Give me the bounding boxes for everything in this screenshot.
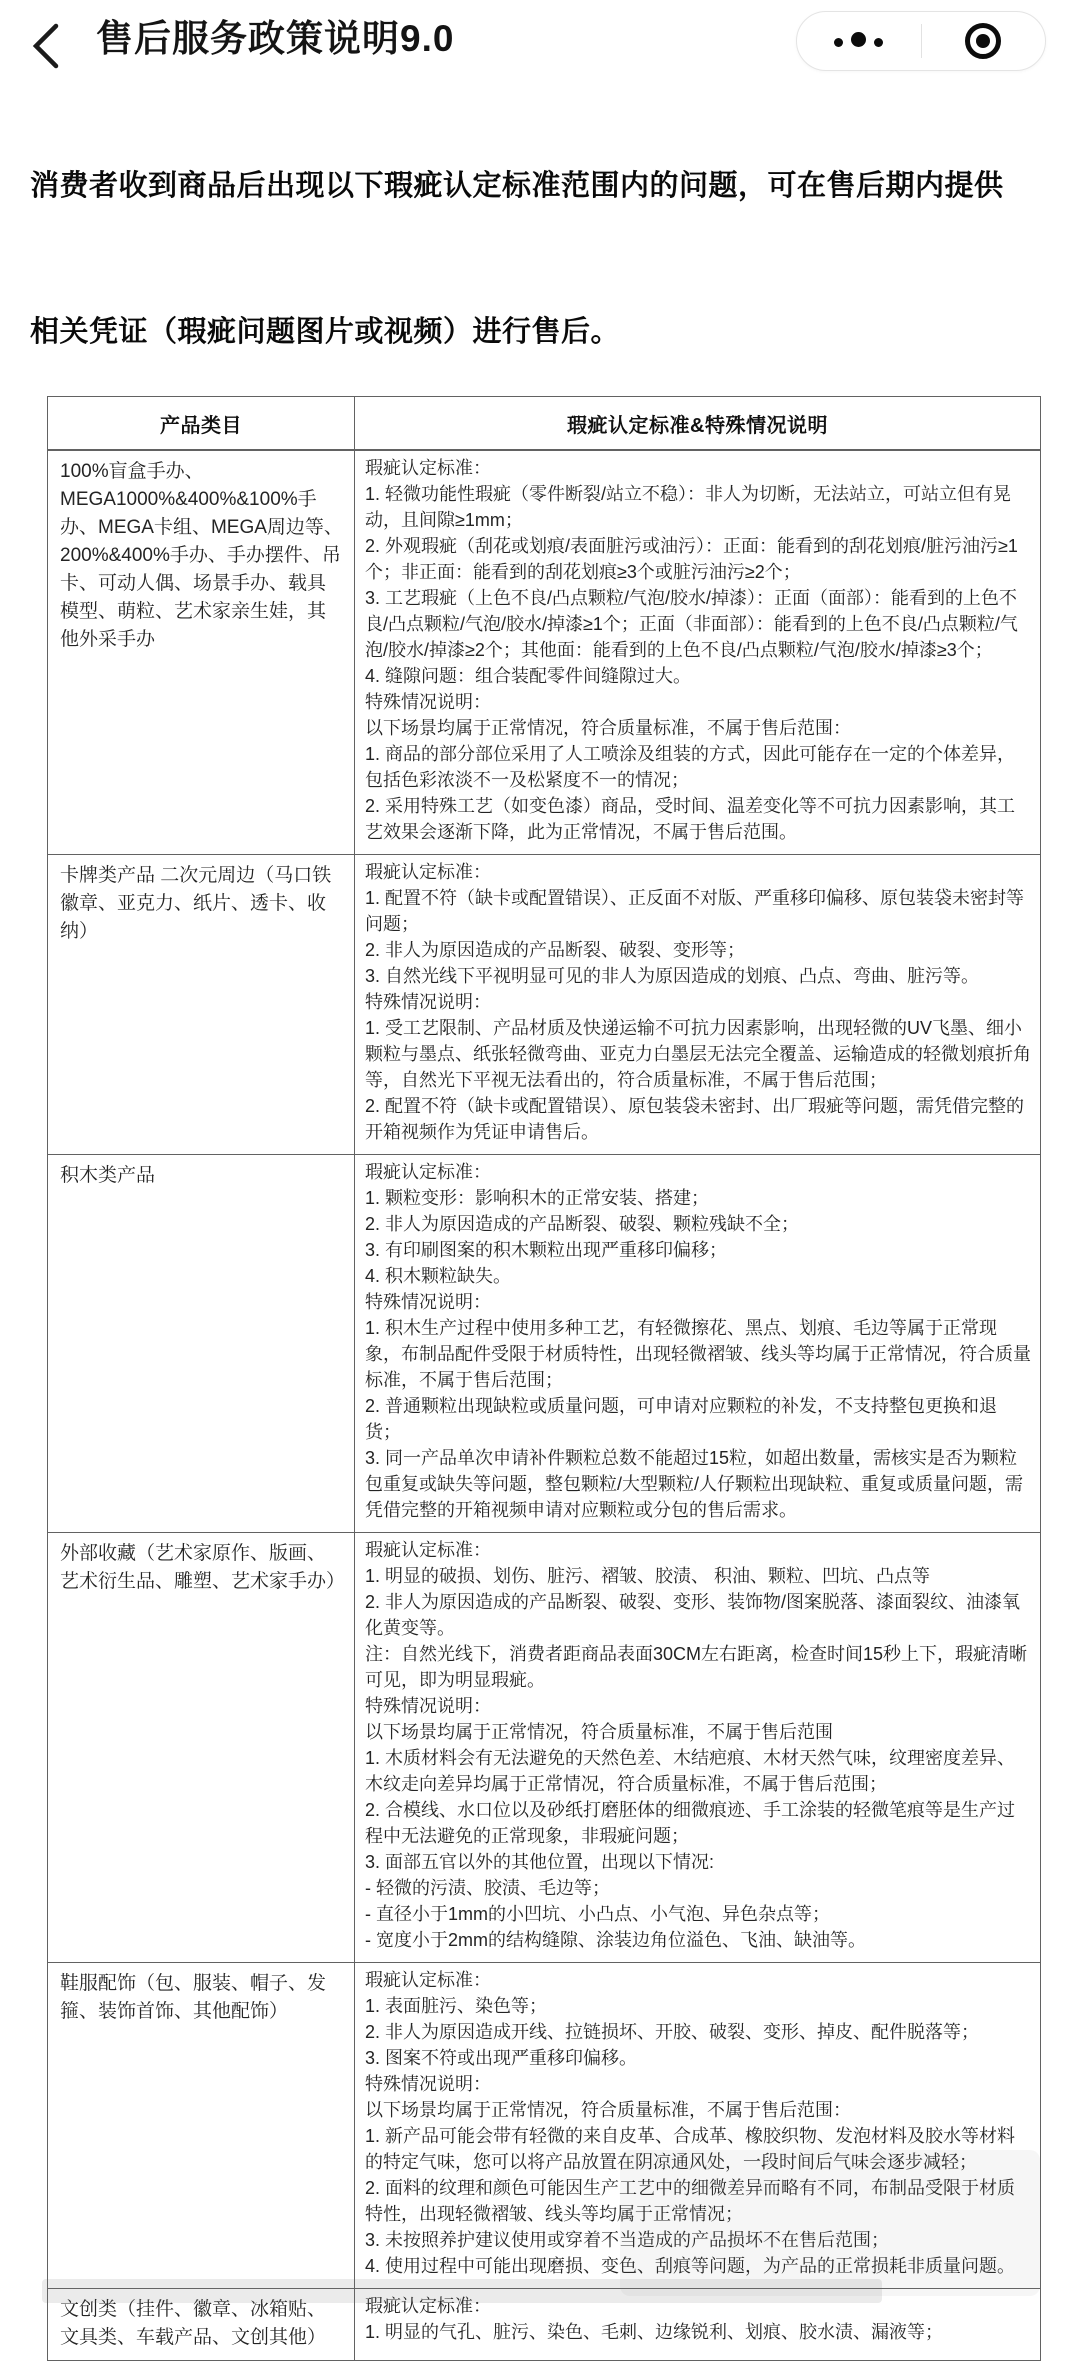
- standards-line: 2. 非人为原因造成的产品断裂、破裂、颗粒残缺不全；: [365, 1214, 800, 1234]
- standards-line: 特殊情况说明：: [365, 992, 491, 1012]
- standards-line: 瑕疵认定标准：: [365, 862, 491, 882]
- table-body: [48, 450, 1041, 2361]
- standards-line: 3. 未按照养护建议使用或穿着不当造成的产品损坏不在售后范围；: [365, 2230, 890, 2250]
- standards-line: 2. 非人为原因造成的产品断裂、破裂、变形、装饰物/图案脱落、漆面裂纹、油漆氧化黄变等。: [365, 1592, 1021, 1638]
- chevron-left-icon: [28, 60, 62, 75]
- standards-line: 1. 明显的气孔、脏污、染色、毛刺、边缘锐利、划痕、胶水渍、漏液等；: [365, 2322, 944, 2342]
- standards-line: 4. 使用过程中可能出现磨损、变色、刮痕等问题，为产品的正常损耗非质量问题。: [365, 2256, 1016, 2276]
- intro-paragraph: [30, 164, 1050, 354]
- standards-line: 以下场景均属于正常情况，符合质量标准，不属于售后范围: [365, 1722, 833, 1742]
- standards-line: 注：自然光线下，消费者距商品表面30CM左右距离，检查时间15秒上下，瑕疵清晰可见，即为明显瑕疵。: [365, 1644, 1028, 1690]
- standards-line: - 宽度小于2mm的结构缝隙、涂装边角位溢色、飞油、缺油等。: [365, 1930, 866, 1950]
- standards-cell: [355, 855, 1041, 1155]
- table-header-row: [48, 397, 1041, 451]
- standards-line: 3. 工艺瑕疵（上色不良/凸点颗粒/气泡/胶水/掉漆）：正面（面部）：能看到的上色不良/凸点颗粒/气泡/胶水/掉漆≥1个；正面（非面部）：能看到的上色不良/凸点颗粒/气泡/胶水/掉漆≥2个；其他面：能看到的上色不良/凸点颗粒/气泡/胶水/掉漆≥3个；: [365, 588, 1018, 660]
- standards-cell: [355, 1963, 1041, 2289]
- standards-line: 瑕疵认定标准：: [365, 1540, 491, 1560]
- standards-line: 1. 明显的破损、划伤、脏污、褶皱、胶渍、 积油、颗粒、凹坑、凸点等: [365, 1566, 931, 1586]
- exit-button[interactable]: [922, 12, 1046, 70]
- col-header-standards: 瑕疵认定标准&特殊情况说明: [355, 397, 1041, 451]
- table-row: [48, 1533, 1041, 1963]
- target-circle-icon: [965, 23, 1001, 59]
- standards-line: 以下场景均属于正常情况，符合质量标准，不属于售后范围：: [365, 718, 851, 738]
- standards-line: 瑕疵认定标准：: [365, 458, 491, 478]
- standards-line: 3. 同一产品单次申请补件颗粒总数不能超过15粒，如超出数量，需核实是否为颗粒包重复或缺失等问题，整包颗粒/大型颗粒/人仔颗粒出现缺粒、重复或质量问题，需凭借完整的开箱视频申请对应颗粒或分包的售后需求。: [365, 1448, 1023, 1520]
- back-button[interactable]: [28, 20, 62, 72]
- category-cell: 卡牌类产品 二次元周边（马口铁徽章、亚克力、纸片、透卡、收纳）: [48, 855, 355, 1155]
- standards-line: 4. 积木颗粒缺失。: [365, 1266, 512, 1286]
- standards-line: 特殊情况说明：: [365, 2074, 491, 2094]
- standards-line: 以下场景均属于正常情况，符合质量标准，不属于售后范围：: [365, 2100, 851, 2120]
- standards-line: 1. 商品的部分部位采用了人工喷涂及组装的方式，因此可能存在一定的个体差异，包括色彩浓淡不一及松紧度不一的情况；: [365, 744, 1016, 790]
- standards-line: - 直径小于1mm的小凹坑、小凸点、小气泡、异色杂点等；: [365, 1904, 830, 1924]
- standards-line: 3. 自然光线下平视明显可见的非人为原因造成的划痕、凸点、弯曲、脏污等。: [365, 966, 980, 986]
- standards-cell: [355, 450, 1041, 855]
- standards-line: 2. 配置不符（缺卡或配置错误）、原包装袋未密封、出厂瑕疵等问题，需凭借完整的开箱视频作为凭证申请售后。: [365, 1096, 1025, 1142]
- intro-line-1: 消费者收到商品后出现以下瑕疵认定标准范围内的问题，可在售后期内提供: [30, 170, 1004, 202]
- standards-line: 特殊情况说明：: [365, 1696, 491, 1716]
- standards-line: 1. 表面脏污、染色等；: [365, 1996, 548, 2016]
- standards-line: - 轻微的污渍、胶渍、毛边等；: [365, 1878, 610, 1898]
- standards-line: 4. 缝隙问题：组合装配零件间缝隙过大。: [365, 666, 692, 686]
- standards-line: 瑕疵认定标准：: [365, 1162, 491, 1182]
- standards-line: 瑕疵认定标准：: [365, 2296, 491, 2316]
- standards-cell: [355, 1155, 1041, 1533]
- table-row: [48, 2289, 1041, 2361]
- category-cell: 积木类产品: [48, 1155, 355, 1533]
- standards-line: 2. 普通颗粒出现缺粒或质量问题，可申请对应颗粒的补发，不支持整包更换和退货；: [365, 1396, 998, 1442]
- category-cell: 100%盲盒手办、MEGA1000%&400%&100%手办、MEGA卡组、MEGA周边等、200%&400%手办、手办摆件、吊卡、可动人偶、场景手办、载具模型、萌粒、艺术家亲生娃，其他外采手办: [48, 450, 355, 855]
- intro-line-2: 相关凭证（瑕疵问题图片或视频）进行售后。: [30, 316, 621, 348]
- standards-line: 2. 面料的纹理和颜色可能因生产工艺中的细微差异而略有不同，布制品受限于材质特性，出现轻微褶皱、线头等均属于正常情况；: [365, 2178, 1016, 2224]
- standards-cell: [355, 1533, 1041, 1963]
- table-row: [48, 1963, 1041, 2289]
- standards-line: 2. 非人为原因造成开线、拉链损坏、开胶、破裂、变形、掉皮、配件脱落等；: [365, 2022, 980, 2042]
- page-title: 售后服务政策说明9.0: [96, 18, 455, 59]
- navbar: [0, 0, 1080, 96]
- standards-line: 1. 颗粒变形：影响积木的正常安装、搭建；: [365, 1188, 710, 1208]
- standards-cell: [355, 2289, 1041, 2361]
- standards-line: 1. 木质材料会有无法避免的天然色差、木结疤痕、木材天然气味，纹理密度差异、木纹走向差异均属于正常情况，符合质量标准，不属于售后范围；: [365, 1748, 1016, 1794]
- standards-line: 1. 轻微功能性瑕疵（零件断裂/站立不稳）：非人为切断，无法站立，可站立但有晃动，且间隙≥1mm；: [365, 484, 1012, 530]
- standards-line: 特殊情况说明：: [365, 1292, 491, 1312]
- more-button[interactable]: [797, 12, 921, 70]
- standards-line: 2. 合模线、水口位以及砂纸打磨胚体的细微痕迹、手工涂装的轻微笔痕等是生产过程中无法避免的正常现象，非瑕疵问题；: [365, 1800, 1016, 1846]
- standards-line: 2. 采用特殊工艺（如变色漆）商品，受时间、温差变化等不可抗力因素影响，其工艺效果会逐渐下降，此为正常情况，不属于售后范围。: [365, 796, 1016, 842]
- standards-line: 3. 面部五官以外的其他位置，出现以下情况:: [365, 1852, 715, 1872]
- standards-line: 特殊情况说明：: [365, 692, 491, 712]
- standards-line: 1. 积木生产过程中使用多种工艺，有轻微擦花、黑点、划痕、毛边等属于正常现象，布制品配件受限于材质特性，出现轻微褶皱、线头等均属于正常情况，符合质量标准，不属于售后范围；: [365, 1318, 1031, 1390]
- standards-line: 1. 新产品可能会带有轻微的来自皮革、合成革、橡胶织物、发泡材料及胶水等材料的特定气味，您可以将产品放置在阴凉通风处，一段时间后气味会逐步减轻；: [365, 2126, 1016, 2172]
- standards-line: 瑕疵认定标准：: [365, 1970, 491, 1990]
- standards-line: 1. 配置不符（缺卡或配置错误）、正反面不对版、严重移印偏移、原包装袋未密封等问题；: [365, 888, 1025, 934]
- ellipsis-icon: [834, 32, 883, 50]
- standards-line: 2. 非人为原因造成的产品断裂、破裂、变形等；: [365, 940, 746, 960]
- standards-line: 1. 受工艺限制、产品材质及快递运输不可抗力因素影响，出现轻微的UV飞墨、细小颗粒与墨点、纸张轻微弯曲、亚克力白墨层无法完全覆盖、运输造成的轻微划痕折角等，自然光下平视无法看出的，符合质量标准，不属于售后范围；: [365, 1018, 1031, 1090]
- standards-line: 3. 有印刷图案的积木颗粒出现严重移印偏移；: [365, 1240, 728, 1260]
- category-cell: 文创类（挂件、徽章、冰箱贴、文具类、车载产品、文创其他）: [48, 2289, 355, 2361]
- table-row: [48, 855, 1041, 1155]
- col-header-category: 产品类目: [48, 397, 355, 451]
- table-row: [48, 450, 1041, 855]
- standards-line: 3. 图案不符或出现严重移印偏移。: [365, 2048, 638, 2068]
- standards-line: 2. 外观瑕疵（刮花或划痕/表面脏污或油污）：正面：能看到的刮花划痕/脏污油污≥1个；非正面：能看到的刮花划痕≥3个或脏污油污≥2个；: [365, 536, 1018, 582]
- miniprogram-capsule: [796, 11, 1046, 71]
- defect-policy-table: [47, 396, 1041, 2361]
- category-cell: 鞋服配饰（包、服装、帽子、发箍、装饰首饰、其他配饰）: [48, 1963, 355, 2289]
- category-cell: 外部收藏（艺术家原作、版画、艺术衍生品、雕塑、艺术家手办）: [48, 1533, 355, 1963]
- table-row: [48, 1155, 1041, 1533]
